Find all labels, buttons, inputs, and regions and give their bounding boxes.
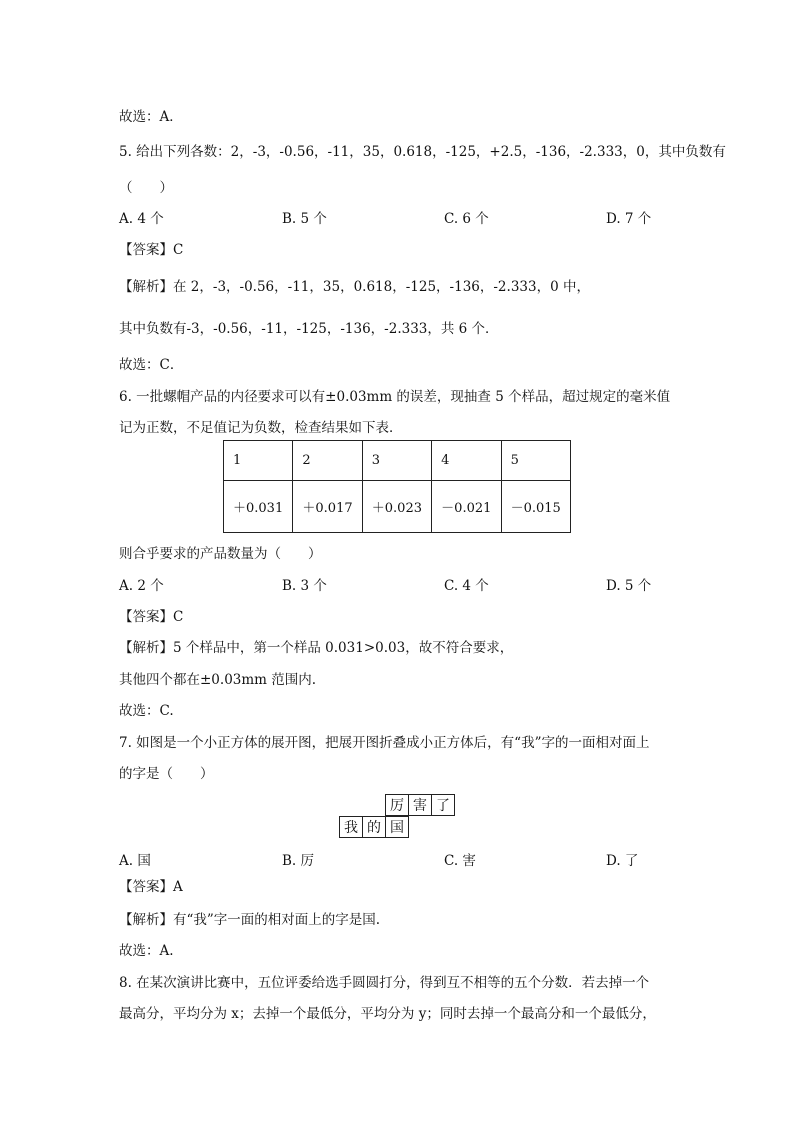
table-cell: －0.021 [432,481,501,533]
table-cell: ＋0.023 [362,481,431,533]
cube-face: 害 [409,795,432,816]
q5-option-c: C. 6 个 [444,211,489,227]
question-6-text-2: 记为正数，不足值记为负数，检查结果如下表． [119,420,403,436]
table-cell: 1 [224,441,293,481]
question-6-text-1: 6. 一批螺帽产品的内径要求可以有±0.03mm 的误差，现抽查 5 个样品，超过规定的毫米值 [119,389,671,405]
q6-option-a: A. 2 个 [119,578,164,594]
table-cell: ＋0.031 [224,481,293,533]
table-value-row [224,481,571,533]
question-7-text-2: 的字是（ ） [119,766,214,782]
question-8-text-2: 最高分，平均分为 x；去掉一个最低分，平均分为 y；同时去掉一个最高分和一个最低分， [119,1006,656,1022]
q7-analysis: 【解析】有“我”字一面的相对面上的字是国. [119,912,381,928]
question-5-text: 5. 给出下列各数：2，-3，-0.56，-11，35，0.618，-125，+2.5，-136，-2.333，0，其中负数有 [119,144,726,160]
q6-analysis-2: 其他四个都在±0.03mm 范围内. [119,672,317,688]
q7-answer: 【答案】A [119,879,183,895]
question-5-bracket: （ ） [119,180,173,196]
q6-option-b: B. 3 个 [282,578,327,594]
cube-net-top-row [385,794,455,816]
q5-option-b: B. 5 个 [282,211,327,227]
answer-choice-line: 故选：A． [119,109,183,125]
table-cell: 2 [293,441,362,481]
cube-face: 了 [432,795,455,816]
table-cell: －0.015 [501,481,570,533]
q7-option-b: B. 厉 [282,853,315,869]
table-header-row [224,441,571,481]
q7-choice: 故选：A. [119,943,174,959]
sample-results-table [223,440,571,533]
q6-analysis-1: 【解析】5 个样品中，第一个样品 0.031>0.03，故不符合要求， [119,640,514,656]
table-cell: ＋0.017 [293,481,362,533]
cube-face: 厉 [386,795,409,816]
cube-net-bottom-row [339,816,409,838]
q5-analysis-1: 【解析】在 2，-3，-0.56，-11，35，0.618，-125，-136，-2.333，0 中， [119,279,590,295]
q7-option-a: A. 国 [119,853,151,869]
q5-answer: 【答案】C [119,242,184,258]
question-6-text-3: 则合乎要求的产品数量为（ ） [119,546,322,562]
table-cell: 4 [432,441,501,481]
q5-option-a: A. 4 个 [119,211,164,227]
q7-option-d: D. 了 [606,853,639,869]
q7-option-c: C. 害 [444,853,476,869]
table-cell: 3 [362,441,431,481]
q6-option-d: D. 5 个 [606,578,652,594]
cube-face: 国 [386,817,409,838]
q5-choice: 故选：C． [119,357,184,373]
table-cell: 5 [501,441,570,481]
cube-face: 的 [363,817,386,838]
question-7-text-1: 7. 如图是一个小正方体的展开图，把展开图折叠成小正方体后，有“我”字的一面相对面上 [119,735,650,751]
q6-option-c: C. 4 个 [444,578,489,594]
q6-answer: 【答案】C [119,609,184,625]
q5-option-d: D. 7 个 [606,211,652,227]
question-8-text-1: 8. 在某次演讲比赛中，五位评委给选手圆圆打分，得到互不相等的五个分数．若去掉一个 [119,975,650,991]
cube-face: 我 [340,817,363,838]
q6-choice: 故选：C. [119,703,174,719]
q5-analysis-2: 其中负数有-3，-0.56，-11，-125，-136，-2.333，共 6 个． [119,321,499,337]
